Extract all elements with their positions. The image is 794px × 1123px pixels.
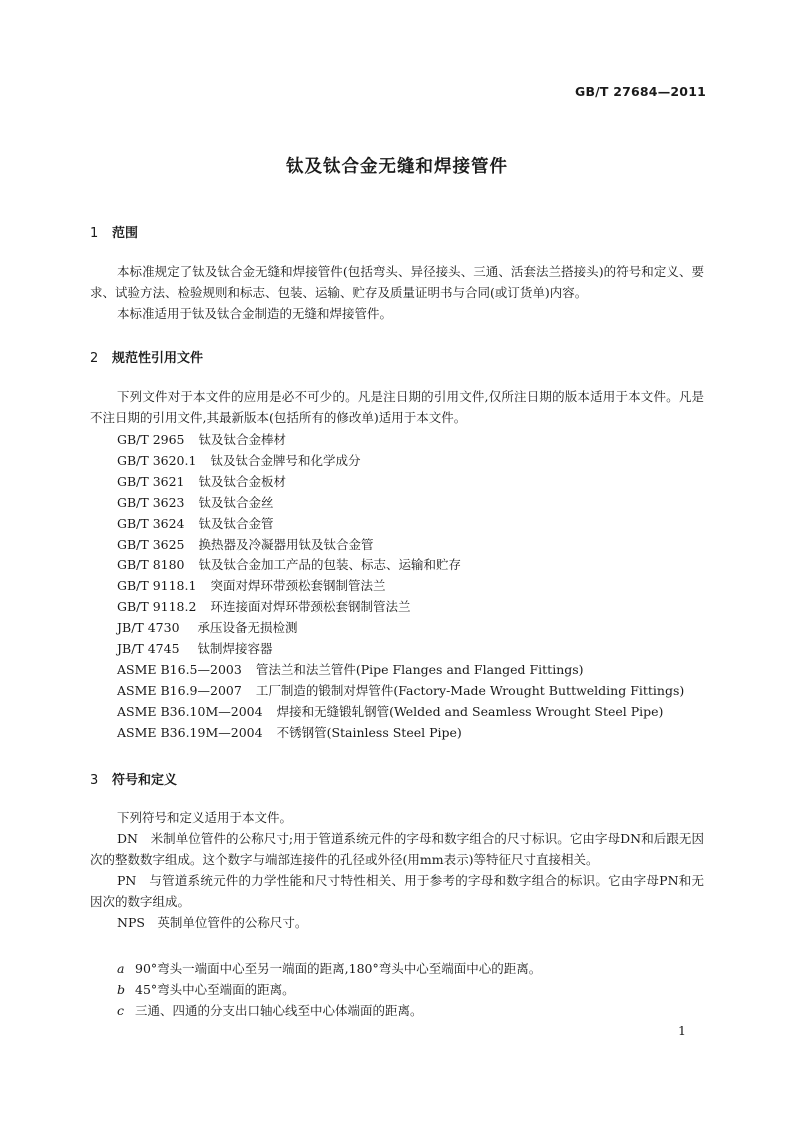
reference-code: GB/T 3621 <box>117 473 185 489</box>
section-body-symbols <box>90 807 704 933</box>
paragraph: 下列符号和定义适用于本文件。 <box>117 810 293 825</box>
reference-title: 钛及钛合金板材 <box>198 473 287 489</box>
standard-code: GB/T 27684—2011 <box>574 84 706 99</box>
reference-code: GB/T 2965 <box>117 432 185 447</box>
section-title: 符号和定义 <box>112 773 178 788</box>
reference-item <box>117 639 684 660</box>
reference-item <box>117 535 684 556</box>
section-heading-scope <box>90 222 138 241</box>
definition-nps: NPS 英制单位管件的公称尺寸。 <box>117 915 308 930</box>
reference-title: 钛及钛合金丝 <box>198 494 274 510</box>
reference-title: 突面对焊环带颈松套钢制管法兰 <box>210 578 386 594</box>
section-number: 3 <box>90 773 99 788</box>
section-number: 1 <box>90 226 99 241</box>
reference-item <box>117 430 684 451</box>
reference-item <box>117 472 684 493</box>
reference-item <box>117 723 684 744</box>
reference-code: GB/T 9118.1 <box>117 578 197 594</box>
reference-code: JB/T 4745 <box>117 641 180 657</box>
reference-code: ASME B36.19M—2004 <box>117 724 263 740</box>
reference-title: 钛制焊接容器 <box>197 641 273 657</box>
section-title: 范围 <box>112 226 139 241</box>
reference-code: GB/T 3625 <box>117 536 185 552</box>
reference-code: GB/T 9118.2 <box>117 599 197 615</box>
section-title: 规范性引用文件 <box>112 351 204 366</box>
document-title: 钛及钛合金无缝和焊接管件 <box>286 157 508 177</box>
reference-code: ASME B16.5—2003 <box>117 661 242 677</box>
symbol-text: 90°弯头一端面中心至另一端面的距离,180°弯头中心至端面中心的距离。 <box>135 961 542 976</box>
reference-code: ASME B16.9—2007 <box>117 682 242 698</box>
symbol: a <box>117 961 125 976</box>
paragraph: 本标准规定了钛及钛合金无缝和焊接管件(包括弯头、异径接头、三通、活套法兰搭接头)的符号和定义、要求、试验方法、检验规则和标志、包装、运输、贮存及质量证明书与合同(或订货单)内容。 <box>90 264 704 300</box>
reference-title: 管法兰和法兰管件(Pipe Flanges and Flanged Fittings) <box>255 661 584 677</box>
section-body-scope <box>90 261 704 324</box>
reference-code: GB/T 8180 <box>117 557 185 573</box>
paragraph: 本标准适用于钛及钛合金制造的无缝和焊接管件。 <box>117 306 393 321</box>
reference-code: ASME B36.10M—2004 <box>117 703 263 719</box>
reference-title: 钛及钛合金棒材 <box>198 432 287 447</box>
section-heading-normative-references <box>90 347 203 366</box>
symbol: c <box>117 1003 125 1018</box>
symbol-text: 三通、四通的分支出口轴心线至中心体端面的距离。 <box>135 1003 423 1018</box>
reference-code: JB/T 4730 <box>117 620 180 636</box>
reference-item <box>117 597 684 618</box>
reference-title: 工厂制造的锻制对焊管件(Factory-Made Wrought Buttwelding Fittings) <box>255 682 685 698</box>
reference-title: 钛及钛合金加工产品的包装、标志、运输和贮存 <box>198 557 462 573</box>
reference-code: GB/T 3623 <box>117 494 185 510</box>
symbol-item <box>117 979 541 1000</box>
reference-item <box>117 660 684 681</box>
reference-title: 焊接和无缝锻轧钢管(Welded and Seamless Wrought Steel Pipe) <box>276 703 664 719</box>
section-body-references <box>90 386 704 428</box>
reference-item <box>117 451 684 472</box>
symbol-item <box>117 958 541 979</box>
reference-title: 环连接面对焊环带颈松套钢制管法兰 <box>210 599 411 615</box>
reference-item <box>117 493 684 514</box>
reference-item <box>117 681 684 702</box>
reference-title: 钛及钛合金牌号和化学成分 <box>210 452 361 468</box>
definition-pn: PN 与管道系统元件的力学性能和尺寸特性相关、用于参考的字母和数字组合的标识。它由字母PN和无因次的数字组成。 <box>90 873 704 909</box>
reference-item <box>117 555 684 576</box>
reference-item <box>117 576 684 597</box>
symbol-text: 45°弯头中心至端面的距离。 <box>135 982 295 997</box>
reference-item <box>117 618 684 639</box>
reference-title: 不锈钢管(Stainless Steel Pipe) <box>276 724 462 740</box>
reference-code: GB/T 3624 <box>117 515 185 531</box>
section-number: 2 <box>90 351 99 366</box>
reference-title: 换热器及冷凝器用钛及钛合金管 <box>198 536 374 552</box>
symbol-item <box>117 1000 541 1021</box>
reference-item <box>117 702 684 723</box>
symbol: b <box>117 982 126 997</box>
paragraph: 下列文件对于本文件的应用是必不可少的。凡是注日期的引用文件,仅所注日期的版本适用于本文件。凡是不注日期的引用文件,其最新版本(包括所有的修改单)适用于本文件。 <box>90 389 704 425</box>
reference-code: GB/T 3620.1 <box>117 452 197 468</box>
reference-title: 钛及钛合金管 <box>198 515 274 531</box>
symbol-list <box>117 958 541 1021</box>
reference-list <box>117 430 684 744</box>
page-number: 1 <box>678 1023 686 1038</box>
definition-dn: DN 米制单位管件的公称尺寸;用于管道系统元件的字母和数字组合的尺寸标识。它由字母DN和后跟无因次的整数数字组成。这个数字与端部连接件的孔径或外径(用mm表示)等特征尺寸直接相关。 <box>90 831 704 867</box>
reference-item <box>117 514 684 535</box>
reference-title: 承压设备无损检测 <box>197 620 298 636</box>
section-heading-symbols-definitions <box>90 769 177 788</box>
